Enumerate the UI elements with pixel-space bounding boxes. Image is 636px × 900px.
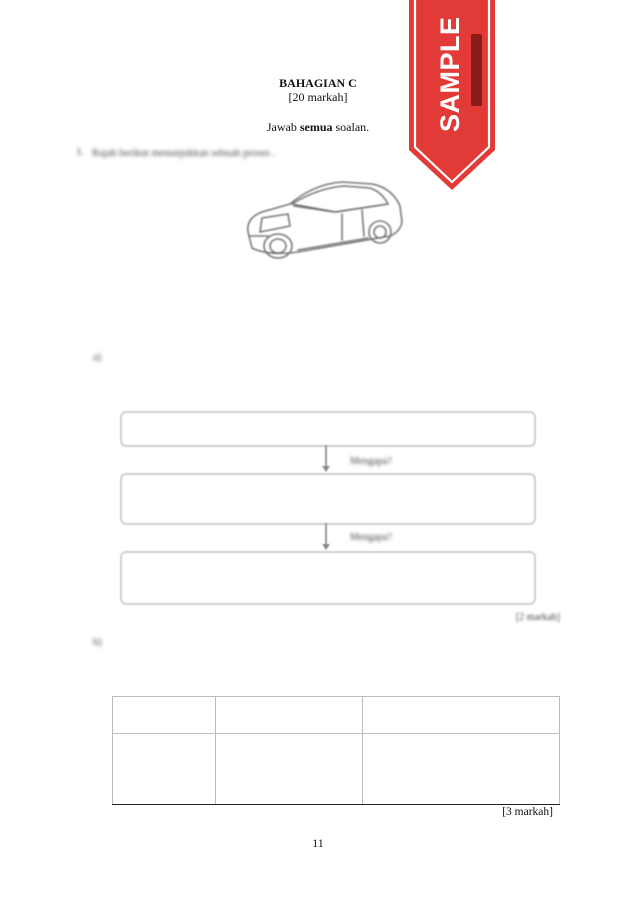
table-header-1 — [114, 698, 214, 702]
instruction-bold: semua — [299, 120, 333, 134]
table-header-2 — [217, 698, 361, 702]
arrow-label-2: Mengapa? — [350, 532, 392, 543]
flow-box-statement-text — [122, 413, 534, 419]
table-row — [113, 734, 560, 805]
section-title: BAHAGIAN C — [279, 76, 357, 90]
answer-cell-1[interactable] — [113, 734, 216, 805]
watermark-text: SAMPLE — [435, 16, 465, 132]
arrow-line-1 — [325, 445, 327, 467]
table-header-row — [113, 697, 560, 734]
part-a-marks: [2 markah] — [515, 612, 560, 623]
instruction-prefix: Jawab — [266, 120, 300, 134]
table-header-cell — [113, 697, 216, 734]
table-header-cell — [216, 697, 363, 734]
ribbon-badge — [471, 34, 482, 106]
part-b-label: b) — [93, 637, 102, 648]
part-b-marks: [3 markah] — [502, 806, 553, 818]
answer-cell-2[interactable] — [216, 734, 363, 805]
table-header-3 — [364, 698, 558, 702]
arrow-down-icon — [322, 466, 330, 472]
page-number: 11 — [312, 836, 324, 850]
question-number: 1. — [76, 146, 85, 158]
part-a-label: a) — [93, 352, 102, 363]
answer-box-2[interactable] — [120, 551, 536, 605]
flow-box-statement — [120, 411, 536, 447]
arrow-line-2 — [325, 523, 327, 545]
answer-cell-3[interactable] — [363, 734, 560, 805]
answer-box-1[interactable] — [120, 473, 536, 525]
instruction — [0, 120, 636, 134]
arrow-label-1: Mengapa? — [350, 456, 392, 467]
answer-table — [112, 696, 560, 805]
sample-ribbon-watermark — [409, 0, 495, 190]
instruction-suffix: soalan. — [332, 120, 370, 134]
car-illustration-icon — [238, 170, 408, 280]
question-stem: Rajah berikut menunjukkan sebuah proses . — [92, 148, 276, 159]
arrow-down-icon — [322, 544, 330, 550]
total-marks: [20 markah] — [288, 90, 348, 104]
table-header-cell — [363, 697, 560, 734]
